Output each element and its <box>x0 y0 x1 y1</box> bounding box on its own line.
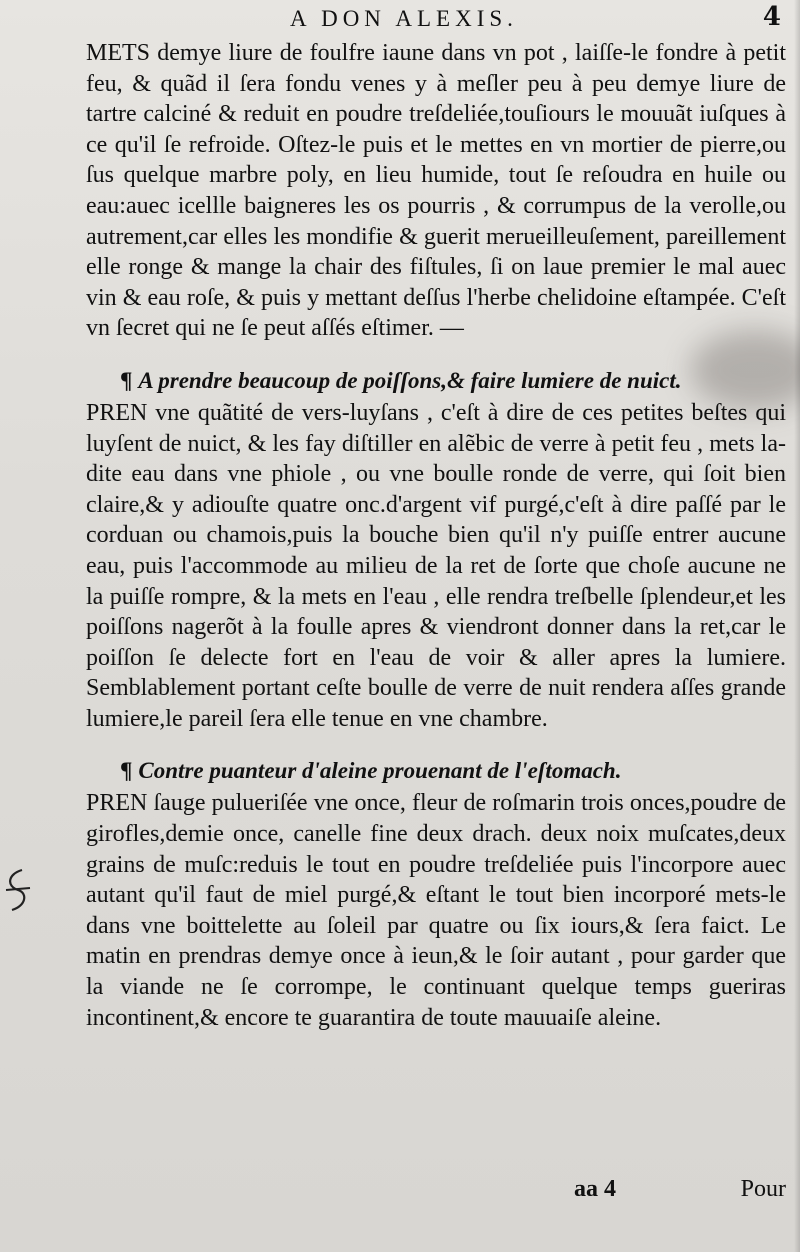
pilcrow-mark: ¶ <box>120 758 133 784</box>
recipe-paragraph-breath-remedy: PREN ſauge pulueriſée vne once, fleur de roſmarin trois onces,poudre de girofles,demie once, canelle fine deux drach. deux noix muſcates,deux grains de muſc:reduis le tout en poudre treſdeliée puis l'incorpore auec autant qu'il faut de miel purgé,& eſtant le tout bien incorporé mets-le dans vne boittelette au ſoleil par quatre ou ſix iours,& ſera faict. Le matin en prendras demye once à ieun,& le ſoir autant , pour garder que la viande ne ſe corrompe, le continuant quelque temps gueriras incontinent,& encore te guarantira de toute mauuaiſe aleine. <box>86 790 786 1031</box>
page-header <box>290 2 786 38</box>
handwritten-margin-mark <box>2 866 32 916</box>
page-body <box>86 38 786 1033</box>
section-title-text: Contre puanteur d'aleine prouenant de l'eſtomach. <box>138 758 622 784</box>
recipe-paragraph-glowworms: PREN vne quãtité de vers-luyſans , c'eſt à dire de ces petites beſtes qui luyſent de nuict, & les fay diſtiller en alẽbic de verre à petit feu , mets la-dite eau dans vne phiole , ou vne boulle ronde de verre, qui ſoit bien claire,& y adiouſte quatre onc.d'argent vif purgé,c'eſt à dire paſſé par le corduan ou chamois,puis la bouche bien qu'il n'y puiſſe entrer aucune eau, puis l'accommode au milieu de la ret de ſorte que choſe aucune ne la puiſſe rompre, & la mets en l'eau , elle rendra treſbelle ſplendeur,et les poiſſons nagerõt à la foulle apres & viendront donner dans la ret,car le poiſſon ſe delecte fort en l'eau de voir & aller apres la lumiere. Semblablement portant ceſte boulle de verre de nuit rendera aſſes grande lumiere,le pareil ſera elle tenue en vne chambre. <box>86 399 786 732</box>
pilcrow-mark: ¶ <box>120 367 133 393</box>
page-edge-shadow <box>794 0 800 1252</box>
signature-mark: aa 4 <box>574 1176 616 1202</box>
section-title-text: A prendre beaucoup de poiſſons,& faire lumiere de nuict. <box>138 367 682 393</box>
running-head: A DON ALEXIS. <box>290 6 518 31</box>
section-title-bad-breath <box>120 756 786 786</box>
recipe-paragraph-sulfur-oil: METS demye liure de foulfre iaune dans vn pot , laiſſe-le fondre à petit feu, & quãd il ſera fondu venes y à meſler peu à peu demye liure de tartre calciné & reduit en poudre treſdeliée,touſiours le mouuãt iuſques à ce qu'il ſe refroide. Oſtez-le puis et le mettes en vn mortier de pierre,ou ſus quelque marbre poly, en lieu humide, tout ſe reſoudra en huile ou eau:auec icellle baigneres les os pourris , & corrumpus de la verolle,ou autrement,car elles les mondifie & guerit merueilleuſement, pareillement elle ronge & mange la chair des fiſtules, ſi on laue premier le mal auec vin & eau roſe, & puis y mettant deſſus l'herbe chelidoine eſtampée. C'eſt vn ſecret qui ne ſe peut aſſés eſtimer. — <box>86 40 786 342</box>
section-title-fish-light <box>120 366 786 396</box>
page-number: 4 <box>762 2 786 32</box>
page-footer <box>574 1176 786 1208</box>
catchword: Pour <box>740 1176 786 1202</box>
